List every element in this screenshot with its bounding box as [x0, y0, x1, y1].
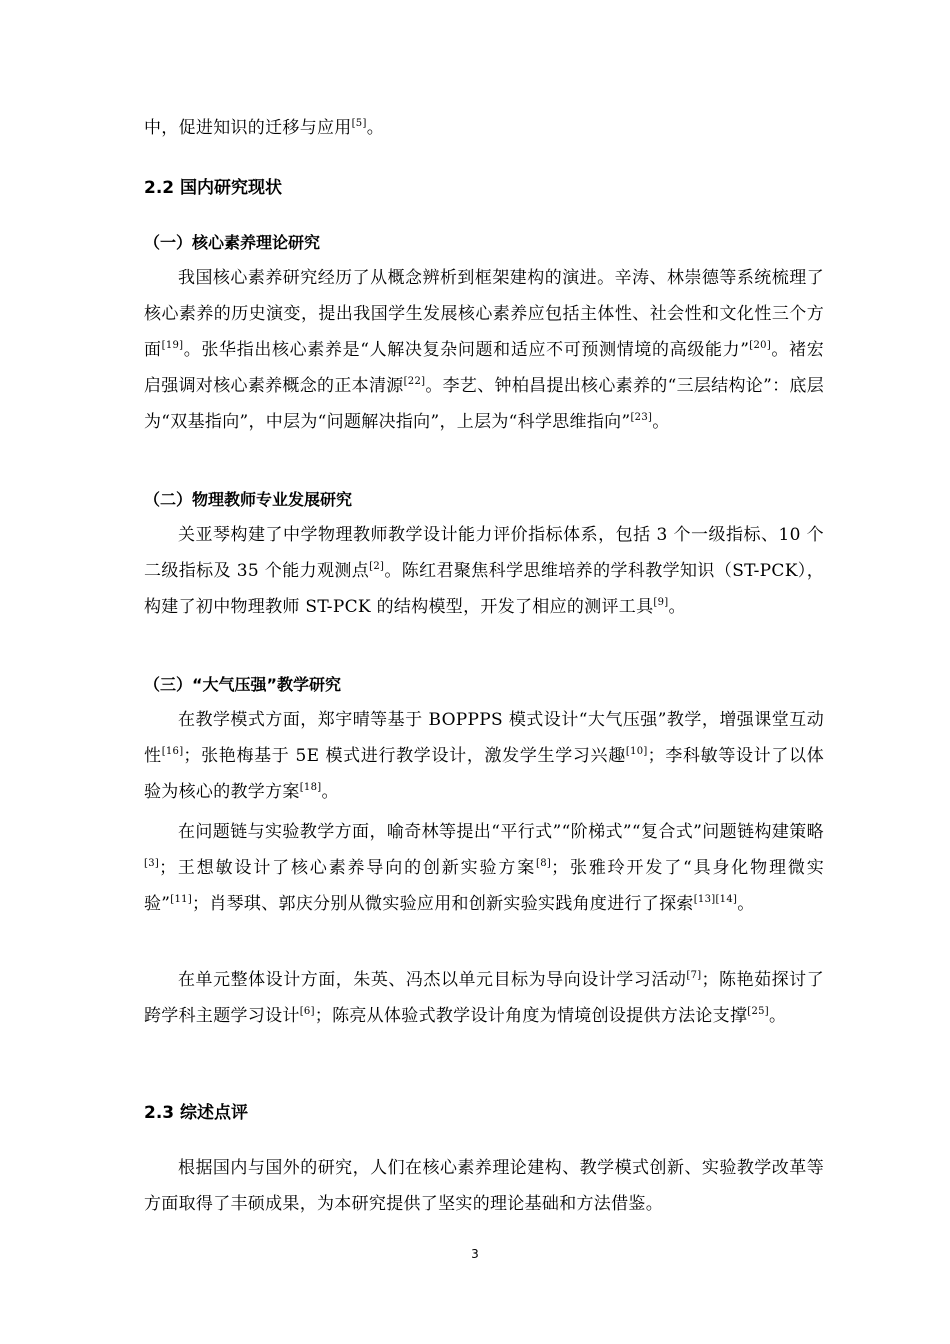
paragraph-teacher-development: 关亚琴构建了中学物理教师教学设计能力评价指标体系，包括 3 个一级指标、10 个二级指标及 35 个能力观测点[2]。陈红君聚焦科学思维培养的学科教学知识（ST-PCK），构建了初中物理教师 ST-PCK 的结构模型，开发了相应的测评工具[9]。 — [144, 525, 824, 617]
citation: [19] — [161, 340, 184, 351]
citation: [18] — [299, 782, 322, 793]
citation: [6] — [299, 1006, 315, 1017]
citation: [10] — [625, 746, 648, 757]
citation: [2] — [369, 561, 385, 572]
citation: [22] — [403, 376, 426, 387]
subsection-heading-core-literacy: （一）核心素养理论研究 — [144, 233, 321, 252]
citation: [23] — [630, 412, 653, 423]
paragraph-continuation: 中，促进知识的迁移与应用[5]。 — [144, 118, 384, 138]
citation: [5] — [351, 118, 367, 129]
paragraph-core-literacy: 我国核心素养研究经历了从概念辨析到框架建构的演进。辛涛、林崇德等系统梳理了核心素养的历史演变，提出我国学生发展核心素养应包括主体性、社会性和文化性三个方面[19]。张华指出核心素养是“人解决复杂问题和适应不可预测情境的高级能力”[20]。褚宏启强调对核心素养概念的正本清源[22]。李艺、钟柏昌提出核心素养的“三层结构论”：底层为“双基指向”，中层为“问题解决指向”，上层为“科学思维指向”[23]。 — [144, 268, 824, 432]
citation: [3] — [144, 858, 160, 869]
paragraph-problem-chains: 在问题链与实验教学方面，喻奇林等提出“平行式”“阶梯式”“复合式”问题链构建策略[3]；王想敏设计了核心素养导向的创新实验方案[8]；张雅玲开发了“具身化物理微实验”[11]；肖琴琪、郭庆分别从微实验应用和创新实验实践角度进行了探索[13][14]。 — [144, 822, 824, 914]
subsection-heading-air-pressure: （三）“大气压强”教学研究 — [144, 675, 342, 694]
citation: [25] — [747, 1006, 770, 1017]
citation: [13][14] — [693, 894, 738, 905]
paragraph-teaching-models: 在教学模式方面，郑宇晴等基于 BOPPPS 模式设计“大气压强”教学，增强课堂互动性[16]；张艳梅基于 5E 模式进行教学设计，激发学生学习兴趣[10]；李科敏等设计了以体验为核心的教学方案[18]。 — [144, 710, 825, 802]
subsection-heading-teacher-development: （二）物理教师专业发展研究 — [144, 490, 353, 509]
section-heading-2-2: 2.2 国内研究现状 — [144, 178, 283, 198]
citation: [11] — [170, 894, 193, 905]
section-heading-2-3: 2.3 综述点评 — [144, 1103, 249, 1123]
citation: [20] — [749, 340, 772, 351]
citation: [8] — [536, 858, 552, 869]
page-number: 3 — [471, 1247, 479, 1261]
citation: [7] — [686, 970, 702, 981]
citation: [16] — [161, 746, 184, 757]
paragraph-unit-design: 在单元整体设计方面，朱英、冯杰以单元目标为导向设计学习活动[7]；陈艳茹探讨了跨学科主题学习设计[6]；陈亮从体验式教学设计角度为情境创设提供方法论支撑[25]。 — [144, 970, 824, 1026]
citation: [9] — [653, 597, 669, 608]
paragraph-review-summary: 根据国内与国外的研究，人们在核心素养理论建构、教学模式创新、实验教学改革等方面取得了丰硕成果，为本研究提供了坚实的理论基础和方法借鉴。 — [144, 1158, 824, 1214]
